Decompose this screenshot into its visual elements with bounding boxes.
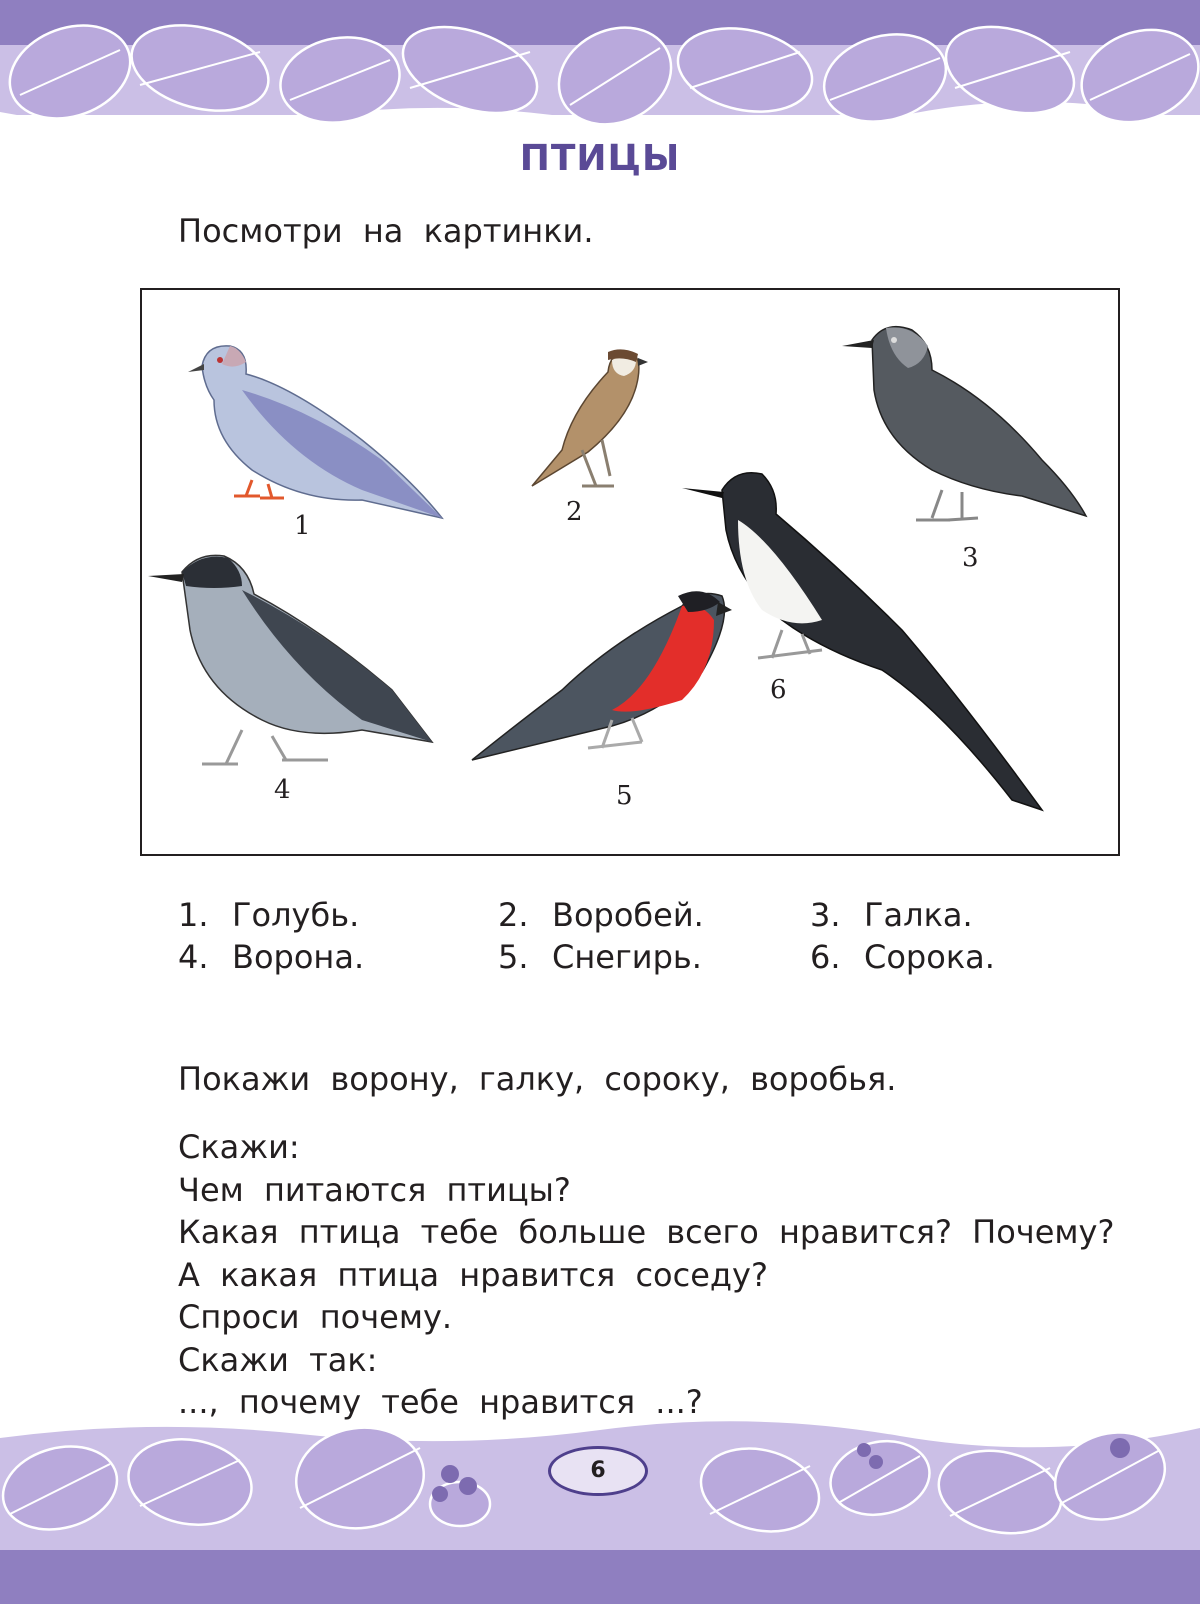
- list-item: 3. Галка.: [810, 896, 973, 934]
- question-line: ..., почему тебе нравится ...?: [178, 1383, 703, 1421]
- list-item: 1. Голубь.: [178, 896, 360, 934]
- list-item: 5. Снегирь.: [498, 938, 702, 976]
- say-heading: Скажи:: [178, 1128, 300, 1166]
- bird-label-3: 3: [962, 543, 979, 573]
- list-item: 2. Воробей.: [498, 896, 704, 934]
- question-line: Спроси почему.: [178, 1298, 453, 1336]
- top-leaf-border: [0, 0, 1200, 140]
- instruction-text: Посмотри на картинки.: [178, 212, 594, 250]
- crow-illustration: [148, 555, 432, 764]
- bird-label-4: 4: [274, 775, 291, 805]
- list-item: 4. Ворона.: [178, 938, 365, 976]
- bird-label-6: 6: [770, 675, 787, 705]
- question-line: Какая птица тебе больше всего нравится? Почему?: [178, 1213, 1115, 1251]
- bird-label-2: 2: [566, 497, 583, 527]
- page-title: ПТИЦЫ: [519, 138, 681, 179]
- question-line: А какая птица нравится соседу?: [178, 1255, 768, 1294]
- bird-label-1: 1: [294, 511, 311, 541]
- sparrow-illustration: [532, 349, 648, 486]
- question-line: Скажи так:: [178, 1340, 378, 1379]
- bird-label-5: 5: [616, 781, 633, 811]
- list-item: 6. Сорока.: [810, 938, 995, 976]
- birds-picture: [140, 288, 1120, 856]
- bullfinch-illustration: [472, 591, 732, 760]
- show-task-text: Покажи ворону, галку, сороку, воробья.: [178, 1060, 897, 1098]
- jackdaw-illustration: [842, 327, 1086, 520]
- question-line: Чем питаются птицы?: [178, 1170, 571, 1209]
- say-task-block: [178, 1126, 1114, 1424]
- pigeon-illustration: [188, 346, 442, 518]
- magpie-illustration: [682, 473, 1042, 810]
- page-number-badge: 6: [548, 1446, 648, 1496]
